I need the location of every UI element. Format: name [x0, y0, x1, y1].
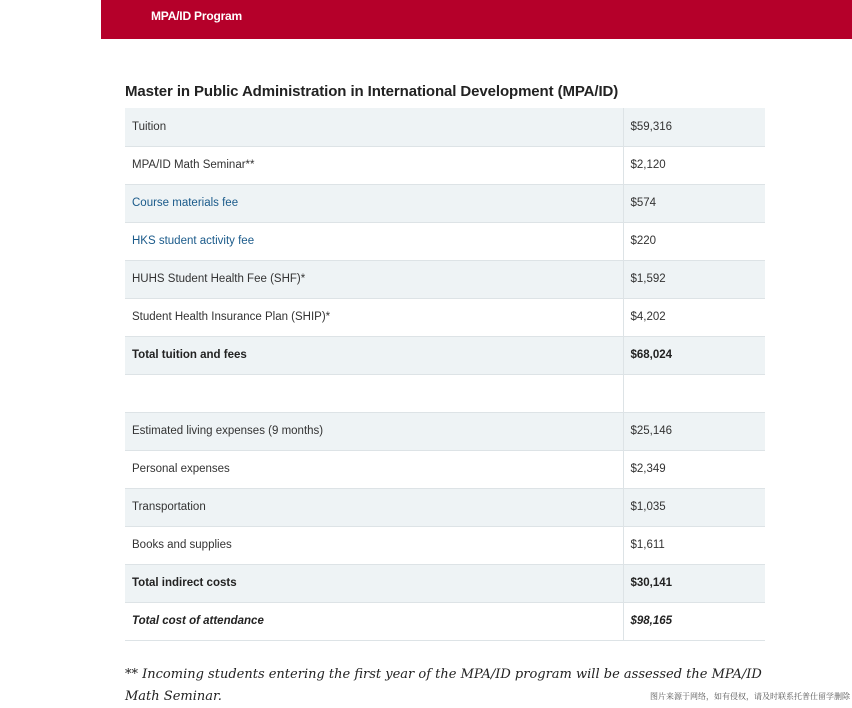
row-amount: $1,035 [623, 488, 765, 526]
row-label: Total tuition and fees [125, 336, 623, 374]
row-amount: $4,202 [623, 298, 765, 336]
total-row [125, 336, 765, 374]
table-row [125, 260, 765, 298]
row-label: MPA/ID Math Seminar** [125, 146, 623, 184]
row-label: Transportation [125, 488, 623, 526]
watermark-text: 图片来源于网络，如有侵权，请及时联系托普仕留学删除 [650, 692, 850, 701]
row-amount: $59,316 [623, 108, 765, 146]
table-row [125, 450, 765, 488]
table-row [125, 488, 765, 526]
cost-table [125, 108, 765, 641]
table-title: Master in Public Administration in International Development (MPA/ID) [125, 83, 619, 100]
course-materials-link[interactable]: Course materials fee [125, 184, 623, 222]
row-amount: $68,024 [623, 336, 765, 374]
table-row [125, 526, 765, 564]
row-label: Total cost of attendance [125, 602, 623, 640]
top-banner [101, 0, 852, 39]
program-title[interactable]: MPA/ID Program [151, 9, 242, 23]
row-amount: $1,592 [623, 260, 765, 298]
row-label: Total indirect costs [125, 564, 623, 602]
row-amount: $220 [623, 222, 765, 260]
row-amount [623, 374, 765, 412]
table-row [125, 222, 765, 260]
spacer-row [125, 374, 765, 412]
total-row [125, 564, 765, 602]
row-amount: $25,146 [623, 412, 765, 450]
row-label: HUHS Student Health Fee (SHF)* [125, 260, 623, 298]
row-amount: $574 [623, 184, 765, 222]
row-label: Books and supplies [125, 526, 623, 564]
table-row [125, 108, 765, 146]
table-row [125, 298, 765, 336]
row-label: Tuition [125, 108, 623, 146]
row-label: Estimated living expenses (9 months) [125, 412, 623, 450]
table-row [125, 412, 765, 450]
grand-total-row [125, 602, 765, 640]
row-label: Student Health Insurance Plan (SHIP)* [125, 298, 623, 336]
row-amount: $98,165 [623, 602, 765, 640]
table-row [125, 184, 765, 222]
row-amount: $30,141 [623, 564, 765, 602]
row-amount: $2,349 [623, 450, 765, 488]
row-label: Personal expenses [125, 450, 623, 488]
student-activity-fee-link[interactable]: HKS student activity fee [125, 222, 623, 260]
row-amount: $1,611 [623, 526, 765, 564]
row-amount: $2,120 [623, 146, 765, 184]
table-row [125, 146, 765, 184]
footnote: ** Incoming students entering the first year of the MPA/ID program will be assessed the MPA/ID Math Seminar. [125, 667, 762, 704]
row-label [125, 374, 623, 412]
